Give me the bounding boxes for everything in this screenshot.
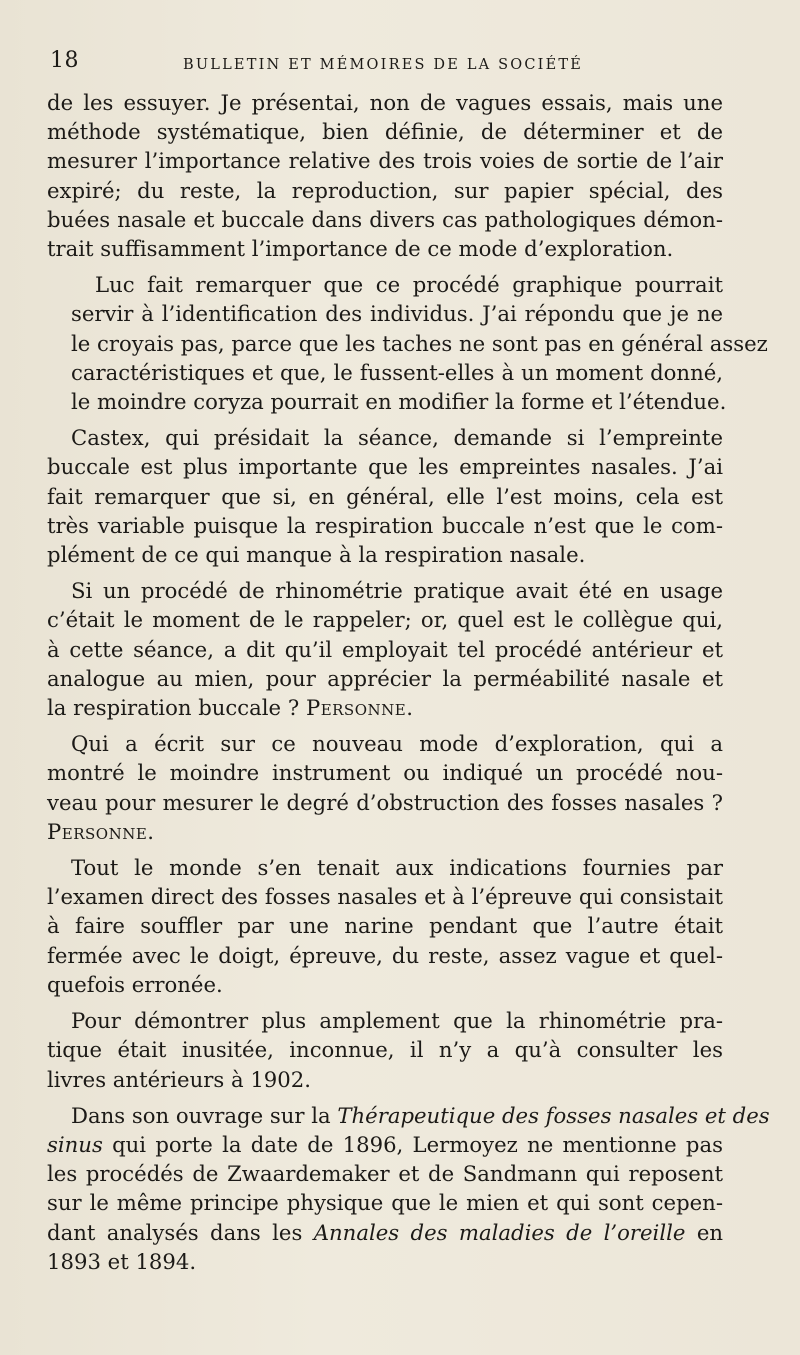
text-line: tique était inusitée, inconnue, il n’y a qu’à consulter les xyxy=(47,1037,723,1063)
body-text xyxy=(47,88,770,1283)
paragraph xyxy=(47,853,723,999)
paragraph xyxy=(47,88,723,263)
text-line: 1893 et 1894. xyxy=(47,1248,197,1274)
text-line: plément de ce qui manque à la respiration nasale. xyxy=(47,542,586,568)
text-line: Castex, qui présidait la séance, demande si l’empreinte xyxy=(71,425,723,451)
text-run: Dans son ouvrage sur la xyxy=(71,1102,338,1128)
text-line: Qui a écrit sur ce nouveau mode d’exploration, qui a xyxy=(71,731,723,757)
smallcaps-word: Personne. xyxy=(47,818,155,844)
text-line: l’examen direct des fosses nasales et à l’épreuve qui consistait xyxy=(47,884,723,910)
text-line: de les essuyer. Je présentai, non de vagues essais, mais une xyxy=(47,90,723,115)
text-line: Luc fait remarquer que ce procédé graphique pourrait xyxy=(95,272,723,298)
text-line: buccale est plus importante que les empreintes nasales. J’ai xyxy=(47,454,723,480)
text-line: fermée avec le doigt, épreuve, du reste, assez vague et quel- xyxy=(47,942,723,968)
text-run: qui porte la date de 1896, Lermoyez ne mentionne pas xyxy=(102,1131,723,1157)
text-line: c’était le moment de le rappeler; or, quel est le collègue qui, xyxy=(47,607,723,633)
page-number: 18 xyxy=(50,48,79,73)
running-head: BULLETIN ET MÉMOIRES DE LA SOCIÉTÉ xyxy=(183,57,584,73)
paragraph xyxy=(47,1006,723,1094)
text-line: à faire souffler par une narine pendant que l’autre était xyxy=(47,913,723,939)
paragraph xyxy=(47,1101,770,1276)
text-line: Tout le monde s’en tenait aux indications fournies par xyxy=(71,855,723,881)
text-line: le moindre coryza pourrait en modifier la forme et l’étendue. xyxy=(71,389,727,415)
text-line: fait remarquer que si, en général, elle l’est moins, cela est xyxy=(47,483,723,509)
text-line: quefois erronée. xyxy=(47,971,223,997)
text-line: expiré; du reste, la reproduction, sur papier spécial, des xyxy=(47,177,723,203)
text-line: très variable puisque la respiration buccale n’est que le com- xyxy=(47,512,723,538)
text-line xyxy=(47,1218,723,1247)
text-run: en xyxy=(685,1219,724,1245)
text-line: caractéristiques et que, le fussent-elles à un moment donné, xyxy=(71,359,723,385)
smallcaps-word: Personne. xyxy=(305,695,414,721)
text-line xyxy=(47,817,723,846)
book-title: Thérapeutique des fosses nasales et des xyxy=(337,1102,770,1128)
text-line: méthode systématique, bien définie, de déterminer et de xyxy=(47,119,723,145)
text-line: mesurer l’importance relative des trois voies de sortie de l’air xyxy=(47,148,723,174)
text-line: Pour démontrer plus amplement que la rhinométrie pra- xyxy=(71,1008,723,1034)
paragraph xyxy=(47,423,723,569)
book-title: sinus xyxy=(47,1131,103,1157)
text-line: buées nasale et buccale dans divers cas pathologiques démon- xyxy=(47,206,723,232)
paragraph xyxy=(47,270,768,416)
text-run: la respiration buccale ? xyxy=(47,695,306,721)
paragraph xyxy=(47,576,723,722)
text-line: servir à l’identification des individus. J’ai répondu que je ne xyxy=(71,301,723,327)
paragraph xyxy=(47,729,723,846)
text-line xyxy=(47,1101,770,1130)
text-line xyxy=(47,693,723,722)
text-line: sur le même principe physique que le mien et qui sont cepen- xyxy=(47,1190,723,1216)
text-line: analogue au mien, pour apprécier la perméabilité nasale et xyxy=(47,665,723,691)
text-line: veau pour mesurer le degré d’obstruction des fosses nasales ? xyxy=(47,789,723,815)
text-line: à cette séance, a dit qu’il employait tel procédé antérieur et xyxy=(47,636,723,662)
text-line: trait suffisamment l’importance de ce mode d’exploration. xyxy=(47,236,674,262)
text-line xyxy=(47,1130,723,1159)
text-line: Si un procédé de rhinométrie pratique avait été en usage xyxy=(71,578,723,604)
text-line: livres antérieurs à 1902. xyxy=(47,1066,311,1092)
text-run: dant analysés dans les xyxy=(47,1219,314,1245)
journal-title: Annales des maladies de l’oreille xyxy=(313,1219,686,1245)
text-line: le croyais pas, parce que les taches ne sont pas en général assez xyxy=(71,330,768,356)
text-line: les procédés de Zwaardemaker et de Sandmann qui reposent xyxy=(47,1161,723,1187)
text-line: montré le moindre instrument ou indiqué un procédé nou- xyxy=(47,760,723,786)
